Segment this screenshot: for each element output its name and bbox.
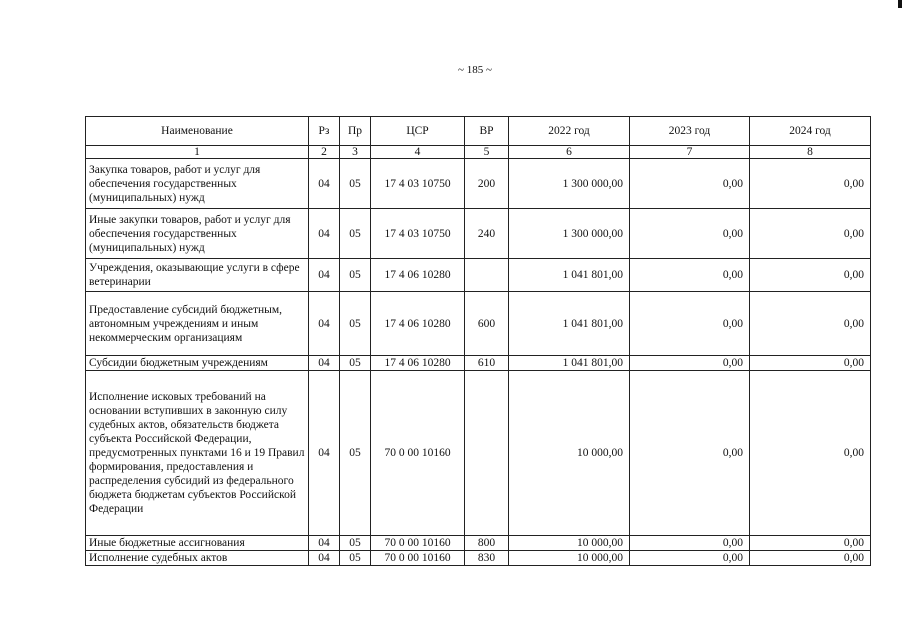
row-csr: 17 4 06 10280: [371, 292, 465, 356]
column-number: 3: [340, 146, 371, 159]
column-number: 4: [371, 146, 465, 159]
row-2022: 1 300 000,00: [509, 209, 630, 259]
row-vr: 610: [465, 356, 509, 371]
row-2022: 1 041 801,00: [509, 292, 630, 356]
scan-corner-mark: [898, 0, 902, 8]
table-row: [86, 259, 871, 292]
row-csr: 17 4 06 10280: [371, 356, 465, 371]
row-name: Иные бюджетные ассигнования: [86, 536, 309, 551]
row-2024: 0,00: [750, 209, 871, 259]
row-vr: 800: [465, 536, 509, 551]
row-name: Закупка товаров, работ и услуг для обеспечения государственных (муниципальных) нужд: [86, 159, 309, 209]
row-2022: 1 041 801,00: [509, 356, 630, 371]
row-name: Учреждения, оказывающие услуги в сфере ветеринарии: [86, 259, 309, 292]
header-2024: 2024 год: [750, 117, 871, 146]
column-number: 7: [630, 146, 750, 159]
row-csr: 17 4 03 10750: [371, 159, 465, 209]
row-2024: 0,00: [750, 536, 871, 551]
row-vr: 200: [465, 159, 509, 209]
column-number: 8: [750, 146, 871, 159]
row-2023: 0,00: [630, 551, 750, 566]
row-pr: 05: [340, 371, 371, 536]
row-rz: 04: [309, 371, 340, 536]
column-number-row: [86, 146, 871, 159]
budget-table: [85, 116, 871, 566]
row-pr: 05: [340, 551, 371, 566]
row-pr: 05: [340, 159, 371, 209]
header-vr: ВР: [465, 117, 509, 146]
header-2023: 2023 год: [630, 117, 750, 146]
row-rz: 04: [309, 259, 340, 292]
row-name: Исполнение исковых требований на основании вступивших в законную силу судебных актов, обязательств бюджета субъекта Российской Федерации, предусмотренных пунктами 16 и 19 Правил формирования, предоставления и распределения субсидий из федерального бюджета бюджетам субъектов Российской Федерации: [86, 371, 309, 536]
table-row: [86, 292, 871, 356]
row-2022: 10 000,00: [509, 371, 630, 536]
row-vr: [465, 259, 509, 292]
row-2023: 0,00: [630, 536, 750, 551]
row-name: Иные закупки товаров, работ и услуг для обеспечения государственных (муниципальных) нужд: [86, 209, 309, 259]
row-rz: 04: [309, 209, 340, 259]
row-name: Исполнение судебных актов: [86, 551, 309, 566]
row-csr: 70 0 00 10160: [371, 536, 465, 551]
table-row: [86, 371, 871, 536]
table-row: [86, 536, 871, 551]
header-name: Наименование: [86, 117, 309, 146]
row-2024: 0,00: [750, 356, 871, 371]
header-csr: ЦСР: [371, 117, 465, 146]
row-pr: 05: [340, 209, 371, 259]
row-2023: 0,00: [630, 259, 750, 292]
column-number: 6: [509, 146, 630, 159]
row-name: Субсидии бюджетным учреждениям: [86, 356, 309, 371]
row-2024: 0,00: [750, 259, 871, 292]
column-number: 1: [86, 146, 309, 159]
row-2022: 10 000,00: [509, 551, 630, 566]
row-2024: 0,00: [750, 371, 871, 536]
row-2023: 0,00: [630, 209, 750, 259]
row-pr: 05: [340, 536, 371, 551]
row-2023: 0,00: [630, 356, 750, 371]
table-row: [86, 551, 871, 566]
header-row: [86, 117, 871, 146]
table-row: [86, 159, 871, 209]
row-csr: 70 0 00 10160: [371, 371, 465, 536]
row-csr: 70 0 00 10160: [371, 551, 465, 566]
page-number: ~ 185 ~: [458, 64, 492, 76]
row-2024: 0,00: [750, 292, 871, 356]
row-rz: 04: [309, 292, 340, 356]
header-2022: 2022 год: [509, 117, 630, 146]
table-row: [86, 209, 871, 259]
row-vr: [465, 371, 509, 536]
column-number: 5: [465, 146, 509, 159]
header-pr: Пр: [340, 117, 371, 146]
table-row: [86, 356, 871, 371]
row-2022: 1 300 000,00: [509, 159, 630, 209]
header-rz: Рз: [309, 117, 340, 146]
row-pr: 05: [340, 259, 371, 292]
row-rz: 04: [309, 356, 340, 371]
row-rz: 04: [309, 159, 340, 209]
row-2023: 0,00: [630, 292, 750, 356]
row-2022: 1 041 801,00: [509, 259, 630, 292]
row-rz: 04: [309, 551, 340, 566]
row-vr: 600: [465, 292, 509, 356]
row-name: Предоставление субсидий бюджетным, автономным учреждениям и иным некоммерческим организациям: [86, 292, 309, 356]
row-2024: 0,00: [750, 159, 871, 209]
row-vr: 240: [465, 209, 509, 259]
row-pr: 05: [340, 356, 371, 371]
row-rz: 04: [309, 536, 340, 551]
row-2023: 0,00: [630, 371, 750, 536]
column-number: 2: [309, 146, 340, 159]
row-2023: 0,00: [630, 159, 750, 209]
row-csr: 17 4 03 10750: [371, 209, 465, 259]
row-2024: 0,00: [750, 551, 871, 566]
row-csr: 17 4 06 10280: [371, 259, 465, 292]
row-pr: 05: [340, 292, 371, 356]
row-2022: 10 000,00: [509, 536, 630, 551]
row-vr: 830: [465, 551, 509, 566]
